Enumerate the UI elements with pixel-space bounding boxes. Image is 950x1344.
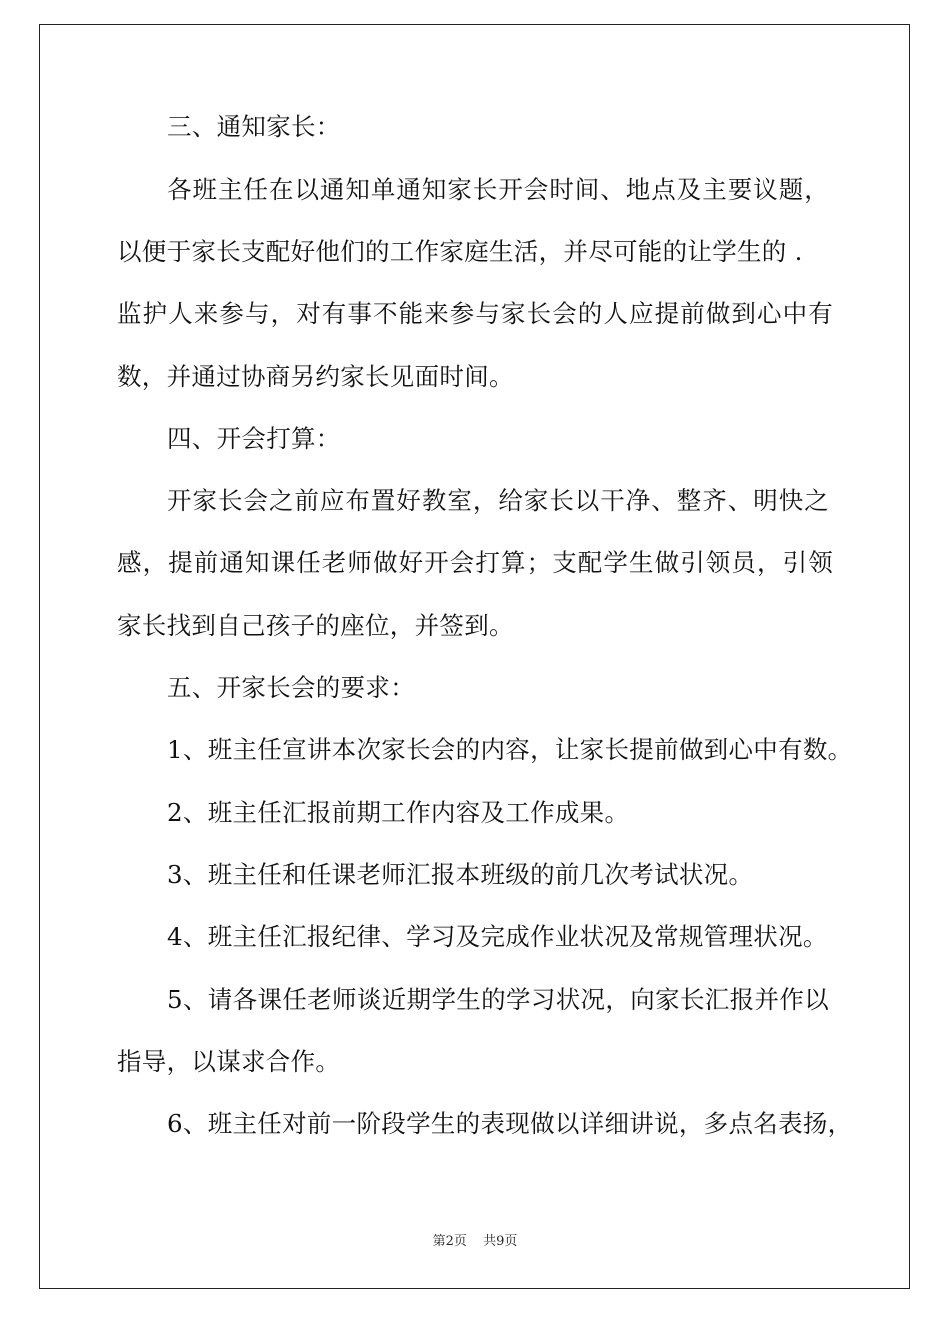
page-total: 共9页 [483,1234,518,1249]
page-footer [0,1234,950,1250]
paragraph-line: 监护人来参与，对有事不能来参与家长会的人应提前做到心中有 [117,299,833,328]
page-number: 第2页 [432,1234,467,1249]
list-item: 6、班主任对前一阶段学生的表现做以详细讲说，多点名表扬， [167,1109,853,1138]
list-item: 4、班主任汇报纪律、学习及完成作业状况及常规管理状况。 [167,922,828,951]
list-item-continuation: 指导，以谋求合作。 [117,1047,341,1076]
section-heading-meeting-prep: 四、开会打算： [167,424,341,453]
list-item: 5、请各课任老师谈近期学生的学习状况，向家长汇报并作以 [167,985,829,1014]
section-heading-requirements: 五、开家长会的要求： [167,673,415,702]
paragraph-line: 各班主任在以通知单通知家长开会时间、地点及主要议题， [167,175,829,204]
list-item: 3、班主任和任课老师汇报本班级的前几次考试状况。 [167,860,754,889]
paragraph-line: 感，提前通知课任老师做好开会打算；支配学生做引领员，引领 [117,548,833,577]
page-border [39,24,910,1289]
paragraph-line: 开家长会之前应布置好教室，给家长以干净、整齐、明快之 [167,486,829,515]
list-item: 2、班主任汇报前期工作内容及工作成果。 [167,798,630,827]
paragraph-line: 家长找到自己孩子的座位，并签到。 [117,611,514,640]
paragraph-line: 以便于家长支配好他们的工作家庭生活，并尽可能的让学生的 . [117,237,803,266]
list-item: 1、班主任宣讲本次家长会的内容，让家长提前做到心中有数。 [167,735,853,764]
paragraph-line: 数，并通过协商另约家长见面时间。 [117,362,514,391]
section-heading-notify-parents: 三、通知家长： [167,112,341,141]
